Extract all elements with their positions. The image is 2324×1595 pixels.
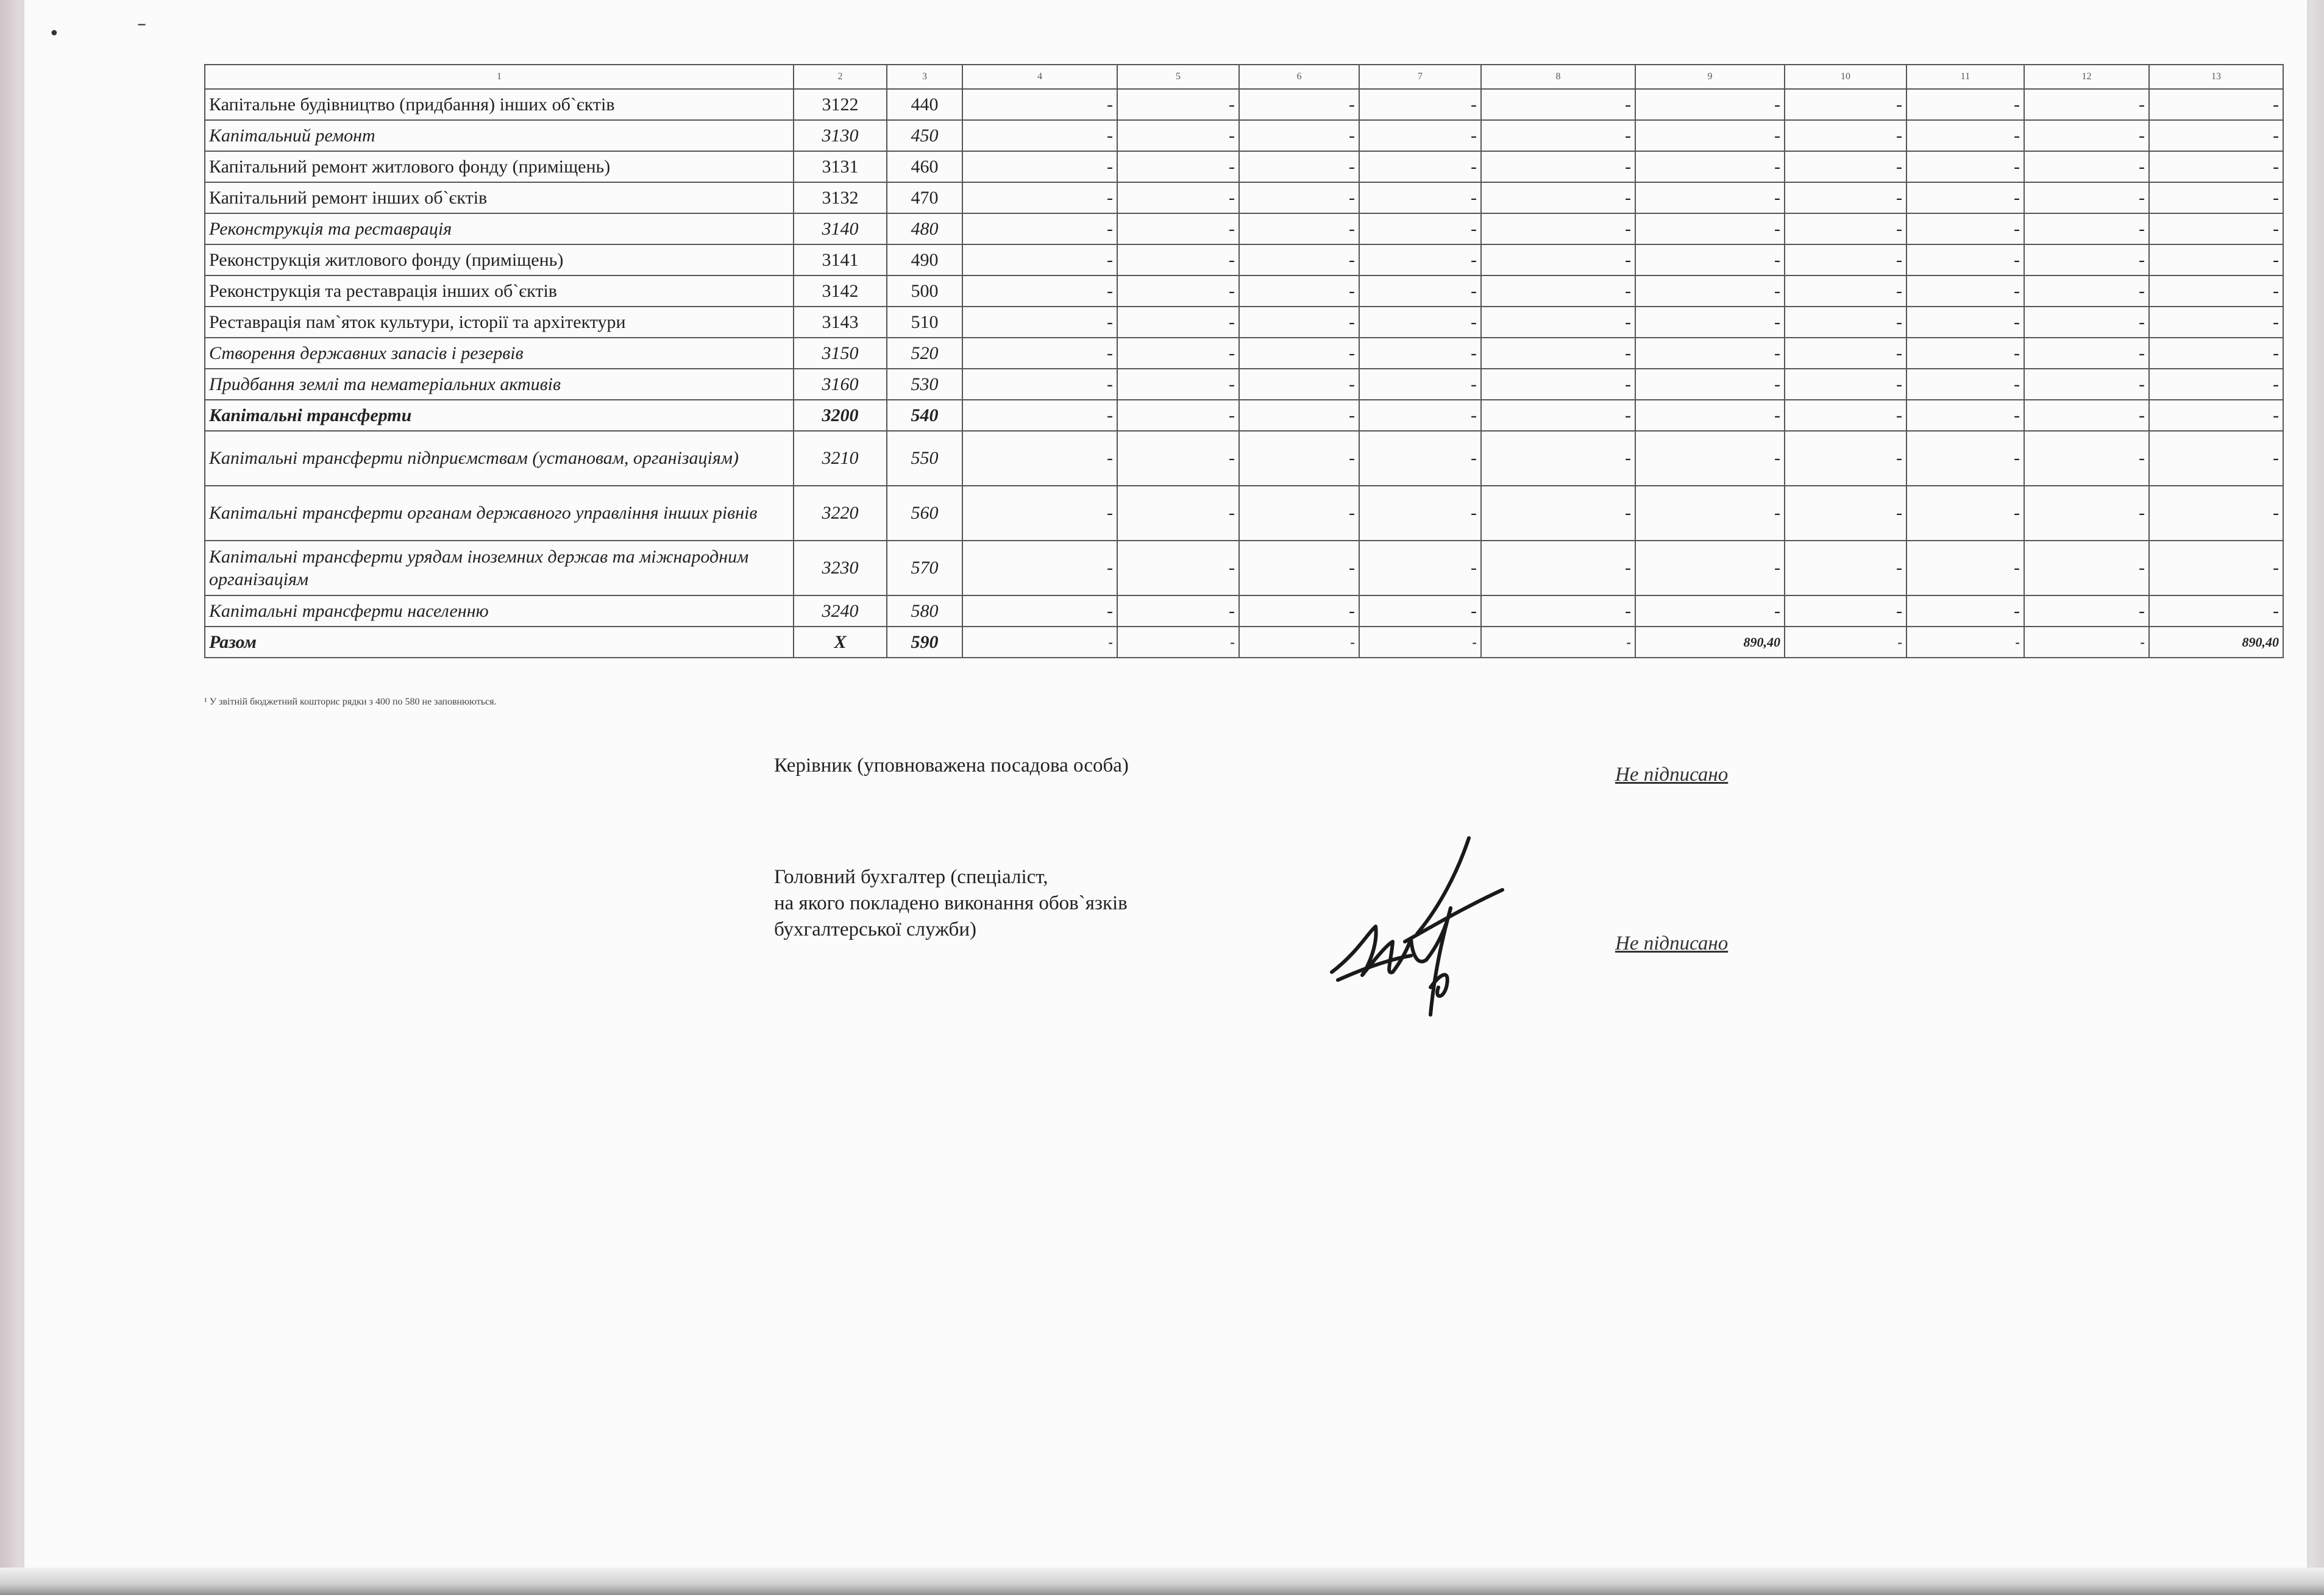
row-name: Створення державних запасів і резервів <box>205 338 794 369</box>
handwritten-signature <box>1326 835 1508 1030</box>
row-value: - <box>1635 307 1785 338</box>
row-value: - <box>1635 151 1785 182</box>
row-value: - <box>1239 275 1359 307</box>
row-value: - <box>1239 541 1359 595</box>
row-value: - <box>962 151 1117 182</box>
row-value: - <box>1785 486 1906 541</box>
row-name: Капітальний ремонт інших об`єктів <box>205 182 794 213</box>
row-number: 590 <box>887 627 962 658</box>
row-code: 3230 <box>794 541 887 595</box>
row-value: - <box>962 182 1117 213</box>
row-value: - <box>2149 307 2283 338</box>
row-value: - <box>1635 275 1785 307</box>
row-value: - <box>1481 541 1635 595</box>
column-number-2: 2 <box>794 65 887 89</box>
row-value: - <box>1239 338 1359 369</box>
row-value: - <box>962 338 1117 369</box>
row-value: - <box>1239 182 1359 213</box>
row-value: - <box>2149 182 2283 213</box>
accountant-label-line-3: бухгалтерської служби) <box>774 918 976 940</box>
page-mark-dash: – <box>137 13 146 35</box>
row-value: - <box>1239 595 1359 627</box>
row-value: - <box>1906 486 2024 541</box>
row-code: 3200 <box>794 400 887 431</box>
row-code: X <box>794 627 887 658</box>
row-value: - <box>1239 307 1359 338</box>
budget-table <box>204 64 2284 658</box>
row-value: - <box>1239 151 1359 182</box>
row-value: - <box>1481 120 1635 151</box>
row-value: - <box>2024 486 2149 541</box>
row-value: - <box>2024 627 2149 658</box>
row-value: - <box>962 244 1117 275</box>
row-value: - <box>1785 431 1906 486</box>
row-number: 550 <box>887 431 962 486</box>
row-value: - <box>1906 541 2024 595</box>
row-value: - <box>2149 338 2283 369</box>
row-value: - <box>1481 486 1635 541</box>
row-name: Капітальні трансферти органам державного управління інших рівнів <box>205 486 794 541</box>
column-number-8: 8 <box>1481 65 1635 89</box>
row-value: - <box>1359 89 1481 120</box>
row-value: - <box>2149 431 2283 486</box>
row-value: - <box>1635 431 1785 486</box>
table-row <box>205 89 2283 120</box>
head-signature-status: Не підписано <box>1615 764 1729 786</box>
table-header-row <box>205 65 2283 89</box>
column-number-4: 4 <box>962 65 1117 89</box>
row-name: Реконструкція та реставрація інших об`єктів <box>205 275 794 307</box>
row-value: - <box>1906 627 2024 658</box>
row-value: - <box>1359 431 1481 486</box>
row-value: - <box>1906 244 2024 275</box>
row-value: - <box>1635 369 1785 400</box>
row-value: - <box>2149 213 2283 244</box>
row-value: - <box>1481 244 1635 275</box>
row-value: - <box>2149 486 2283 541</box>
row-value: - <box>962 595 1117 627</box>
row-code: 3132 <box>794 182 887 213</box>
row-value: - <box>1481 338 1635 369</box>
row-value: - <box>1239 627 1359 658</box>
row-value: - <box>1117 431 1239 486</box>
column-number-6: 6 <box>1239 65 1359 89</box>
row-code: 3160 <box>794 369 887 400</box>
row-value: - <box>2024 275 2149 307</box>
row-value: - <box>1359 627 1481 658</box>
row-value: - <box>2149 595 2283 627</box>
row-value: - <box>1117 213 1239 244</box>
row-value: - <box>1481 627 1635 658</box>
accountant-label-line-1: Головний бухгалтер (спеціаліст, <box>774 866 1048 888</box>
row-code: 3142 <box>794 275 887 307</box>
row-name: Капітальне будівництво (придбання) інших об`єктів <box>205 89 794 120</box>
row-name: Капітальні трансферти населенню <box>205 595 794 627</box>
row-number: 530 <box>887 369 962 400</box>
row-code: 3240 <box>794 595 887 627</box>
row-number: 540 <box>887 400 962 431</box>
table-row <box>205 275 2283 307</box>
row-value: - <box>2024 120 2149 151</box>
row-value: - <box>1359 595 1481 627</box>
row-number: 510 <box>887 307 962 338</box>
row-value: - <box>962 307 1117 338</box>
row-value: - <box>1785 541 1906 595</box>
column-number-1: 1 <box>205 65 794 89</box>
table-row <box>205 595 2283 627</box>
row-value: - <box>1481 369 1635 400</box>
row-value: - <box>1239 369 1359 400</box>
row-value: - <box>962 275 1117 307</box>
page-mark-dot: • <box>49 23 60 44</box>
row-value: - <box>1785 120 1906 151</box>
column-number-7: 7 <box>1359 65 1481 89</box>
column-number-10: 10 <box>1785 65 1906 89</box>
row-number: 490 <box>887 244 962 275</box>
row-name: Капітальний ремонт <box>205 120 794 151</box>
row-value: - <box>1906 400 2024 431</box>
column-number-3: 3 <box>887 65 962 89</box>
row-value: - <box>1906 369 2024 400</box>
row-value: - <box>2149 151 2283 182</box>
row-value: - <box>962 369 1117 400</box>
row-value: - <box>1359 151 1481 182</box>
row-value: - <box>1359 400 1481 431</box>
row-value: - <box>1239 244 1359 275</box>
row-number: 560 <box>887 486 962 541</box>
row-value: - <box>1635 213 1785 244</box>
row-value: - <box>1481 151 1635 182</box>
row-value: - <box>1906 120 2024 151</box>
row-value: - <box>1785 182 1906 213</box>
row-value: 890,40 <box>1635 627 1785 658</box>
row-value: - <box>2149 89 2283 120</box>
row-value: - <box>2149 275 2283 307</box>
row-value: - <box>1785 369 1906 400</box>
row-code: 3150 <box>794 338 887 369</box>
row-value: - <box>1906 338 2024 369</box>
row-value: - <box>2024 369 2149 400</box>
row-value: - <box>1635 486 1785 541</box>
row-code: 3143 <box>794 307 887 338</box>
row-value: - <box>1239 400 1359 431</box>
row-name: Капітальні трансферти урядам іноземних держав та міжнародним організаціям <box>205 541 794 595</box>
accountant-label-line-2: на якого покладено виконання обов`язків <box>774 892 1128 914</box>
row-value: - <box>2149 369 2283 400</box>
row-value: - <box>1785 213 1906 244</box>
row-value: - <box>2024 400 2149 431</box>
document-page <box>24 0 2307 1572</box>
row-number: 520 <box>887 338 962 369</box>
row-value: - <box>1906 89 2024 120</box>
row-value: - <box>1117 338 1239 369</box>
table-row <box>205 120 2283 151</box>
row-value: - <box>1635 338 1785 369</box>
table-row <box>205 369 2283 400</box>
row-value: - <box>1359 244 1481 275</box>
row-value: - <box>962 120 1117 151</box>
accountant-signature-label <box>774 864 1128 943</box>
row-value: - <box>1117 182 1239 213</box>
row-name: Капітальні трансферти <box>205 400 794 431</box>
row-value: - <box>1359 275 1481 307</box>
row-name: Реконструкція житлового фонду (приміщень) <box>205 244 794 275</box>
row-value: - <box>1785 595 1906 627</box>
head-signature-label: Керівник (уповноважена посадова особа) <box>774 755 1129 776</box>
row-value: - <box>2024 213 2149 244</box>
column-number-9: 9 <box>1635 65 1785 89</box>
row-value: - <box>1117 120 1239 151</box>
row-name: Реконструкція та реставрація <box>205 213 794 244</box>
row-value: - <box>1785 400 1906 431</box>
row-value: - <box>2024 244 2149 275</box>
row-code: 3130 <box>794 120 887 151</box>
row-number: 570 <box>887 541 962 595</box>
row-value: - <box>1906 595 2024 627</box>
row-value: - <box>1481 275 1635 307</box>
row-value: - <box>1359 369 1481 400</box>
row-value: - <box>2024 338 2149 369</box>
row-value: - <box>962 213 1117 244</box>
column-number-11: 11 <box>1906 65 2024 89</box>
row-value: - <box>1785 244 1906 275</box>
row-value: - <box>1785 338 1906 369</box>
row-code: 3210 <box>794 431 887 486</box>
row-value: - <box>1239 486 1359 541</box>
row-name: Разом <box>205 627 794 658</box>
row-number: 480 <box>887 213 962 244</box>
row-name: Придбання землі та нематеріальних активів <box>205 369 794 400</box>
row-code: 3131 <box>794 151 887 182</box>
table-row <box>205 182 2283 213</box>
row-value: - <box>962 89 1117 120</box>
row-value: - <box>962 541 1117 595</box>
row-value: - <box>2024 307 2149 338</box>
row-number: 440 <box>887 89 962 120</box>
table-row <box>205 151 2283 182</box>
table-total-row <box>205 627 2283 658</box>
row-number: 500 <box>887 275 962 307</box>
row-code: 3220 <box>794 486 887 541</box>
row-number: 470 <box>887 182 962 213</box>
row-value: - <box>1785 151 1906 182</box>
row-value: - <box>2149 244 2283 275</box>
row-value: - <box>1117 151 1239 182</box>
row-value: - <box>1239 431 1359 486</box>
row-value: - <box>2149 400 2283 431</box>
row-value: - <box>1635 541 1785 595</box>
row-value: - <box>1117 307 1239 338</box>
photo-background-bottom <box>0 1568 2324 1595</box>
row-value: - <box>1481 89 1635 120</box>
row-value: - <box>2024 151 2149 182</box>
table-row <box>205 213 2283 244</box>
row-value: - <box>1635 244 1785 275</box>
table-row <box>205 486 2283 541</box>
row-code: 3140 <box>794 213 887 244</box>
row-value: - <box>1239 120 1359 151</box>
row-value: - <box>2024 541 2149 595</box>
row-value: - <box>1785 275 1906 307</box>
row-value: - <box>1635 89 1785 120</box>
row-value: - <box>2024 89 2149 120</box>
row-value: - <box>962 431 1117 486</box>
row-number: 450 <box>887 120 962 151</box>
table-row <box>205 400 2283 431</box>
row-value: - <box>1117 244 1239 275</box>
row-value: - <box>1785 307 1906 338</box>
row-value: - <box>1906 151 2024 182</box>
row-value: - <box>962 627 1117 658</box>
row-value: - <box>962 486 1117 541</box>
row-value: 890,40 <box>2149 627 2283 658</box>
row-value: - <box>1359 338 1481 369</box>
row-value: - <box>2149 120 2283 151</box>
row-value: - <box>1117 627 1239 658</box>
row-value: - <box>1359 120 1481 151</box>
row-value: - <box>1117 369 1239 400</box>
row-value: - <box>2024 595 2149 627</box>
row-value: - <box>1785 627 1906 658</box>
row-value: - <box>1239 213 1359 244</box>
row-name: Капітальні трансферти підприємствам (установам, організаціям) <box>205 431 794 486</box>
row-value: - <box>1359 486 1481 541</box>
row-value: - <box>1906 182 2024 213</box>
row-value: - <box>1481 431 1635 486</box>
row-value: - <box>1481 595 1635 627</box>
row-value: - <box>1117 89 1239 120</box>
row-value: - <box>1117 400 1239 431</box>
row-value: - <box>1117 541 1239 595</box>
table-row <box>205 338 2283 369</box>
row-value: - <box>962 400 1117 431</box>
row-value: - <box>1481 400 1635 431</box>
row-value: - <box>1635 120 1785 151</box>
row-value: - <box>1359 541 1481 595</box>
row-value: - <box>1117 275 1239 307</box>
table-row <box>205 244 2283 275</box>
row-number: 460 <box>887 151 962 182</box>
row-value: - <box>1906 431 2024 486</box>
column-number-5: 5 <box>1117 65 1239 89</box>
row-value: - <box>1635 400 1785 431</box>
row-code: 3122 <box>794 89 887 120</box>
row-value: - <box>1906 275 2024 307</box>
column-number-12: 12 <box>2024 65 2149 89</box>
row-name: Капітальний ремонт житлового фонду (приміщень) <box>205 151 794 182</box>
row-value: - <box>1635 595 1785 627</box>
footnote: ¹ У звітній бюджетний кошторис рядки з 400 по 580 не заповнюються. <box>204 697 497 707</box>
row-value: - <box>1359 213 1481 244</box>
row-value: - <box>1359 182 1481 213</box>
row-value: - <box>1635 182 1785 213</box>
table-row <box>205 541 2283 595</box>
table-row <box>205 307 2283 338</box>
accountant-signature-status: Не підписано <box>1615 932 1729 954</box>
row-value: - <box>1359 307 1481 338</box>
row-value: - <box>1481 307 1635 338</box>
table-row <box>205 431 2283 486</box>
column-number-13: 13 <box>2149 65 2283 89</box>
row-code: 3141 <box>794 244 887 275</box>
row-value: - <box>2149 541 2283 595</box>
row-value: - <box>2024 431 2149 486</box>
row-value: - <box>1481 182 1635 213</box>
row-value: - <box>1117 595 1239 627</box>
row-value: - <box>1117 486 1239 541</box>
row-value: - <box>2024 182 2149 213</box>
row-name: Реставрація пам`яток культури, історії та архітектури <box>205 307 794 338</box>
row-value: - <box>1906 307 2024 338</box>
row-value: - <box>1481 213 1635 244</box>
row-value: - <box>1239 89 1359 120</box>
row-value: - <box>1906 213 2024 244</box>
row-number: 580 <box>887 595 962 627</box>
row-value: - <box>1785 89 1906 120</box>
